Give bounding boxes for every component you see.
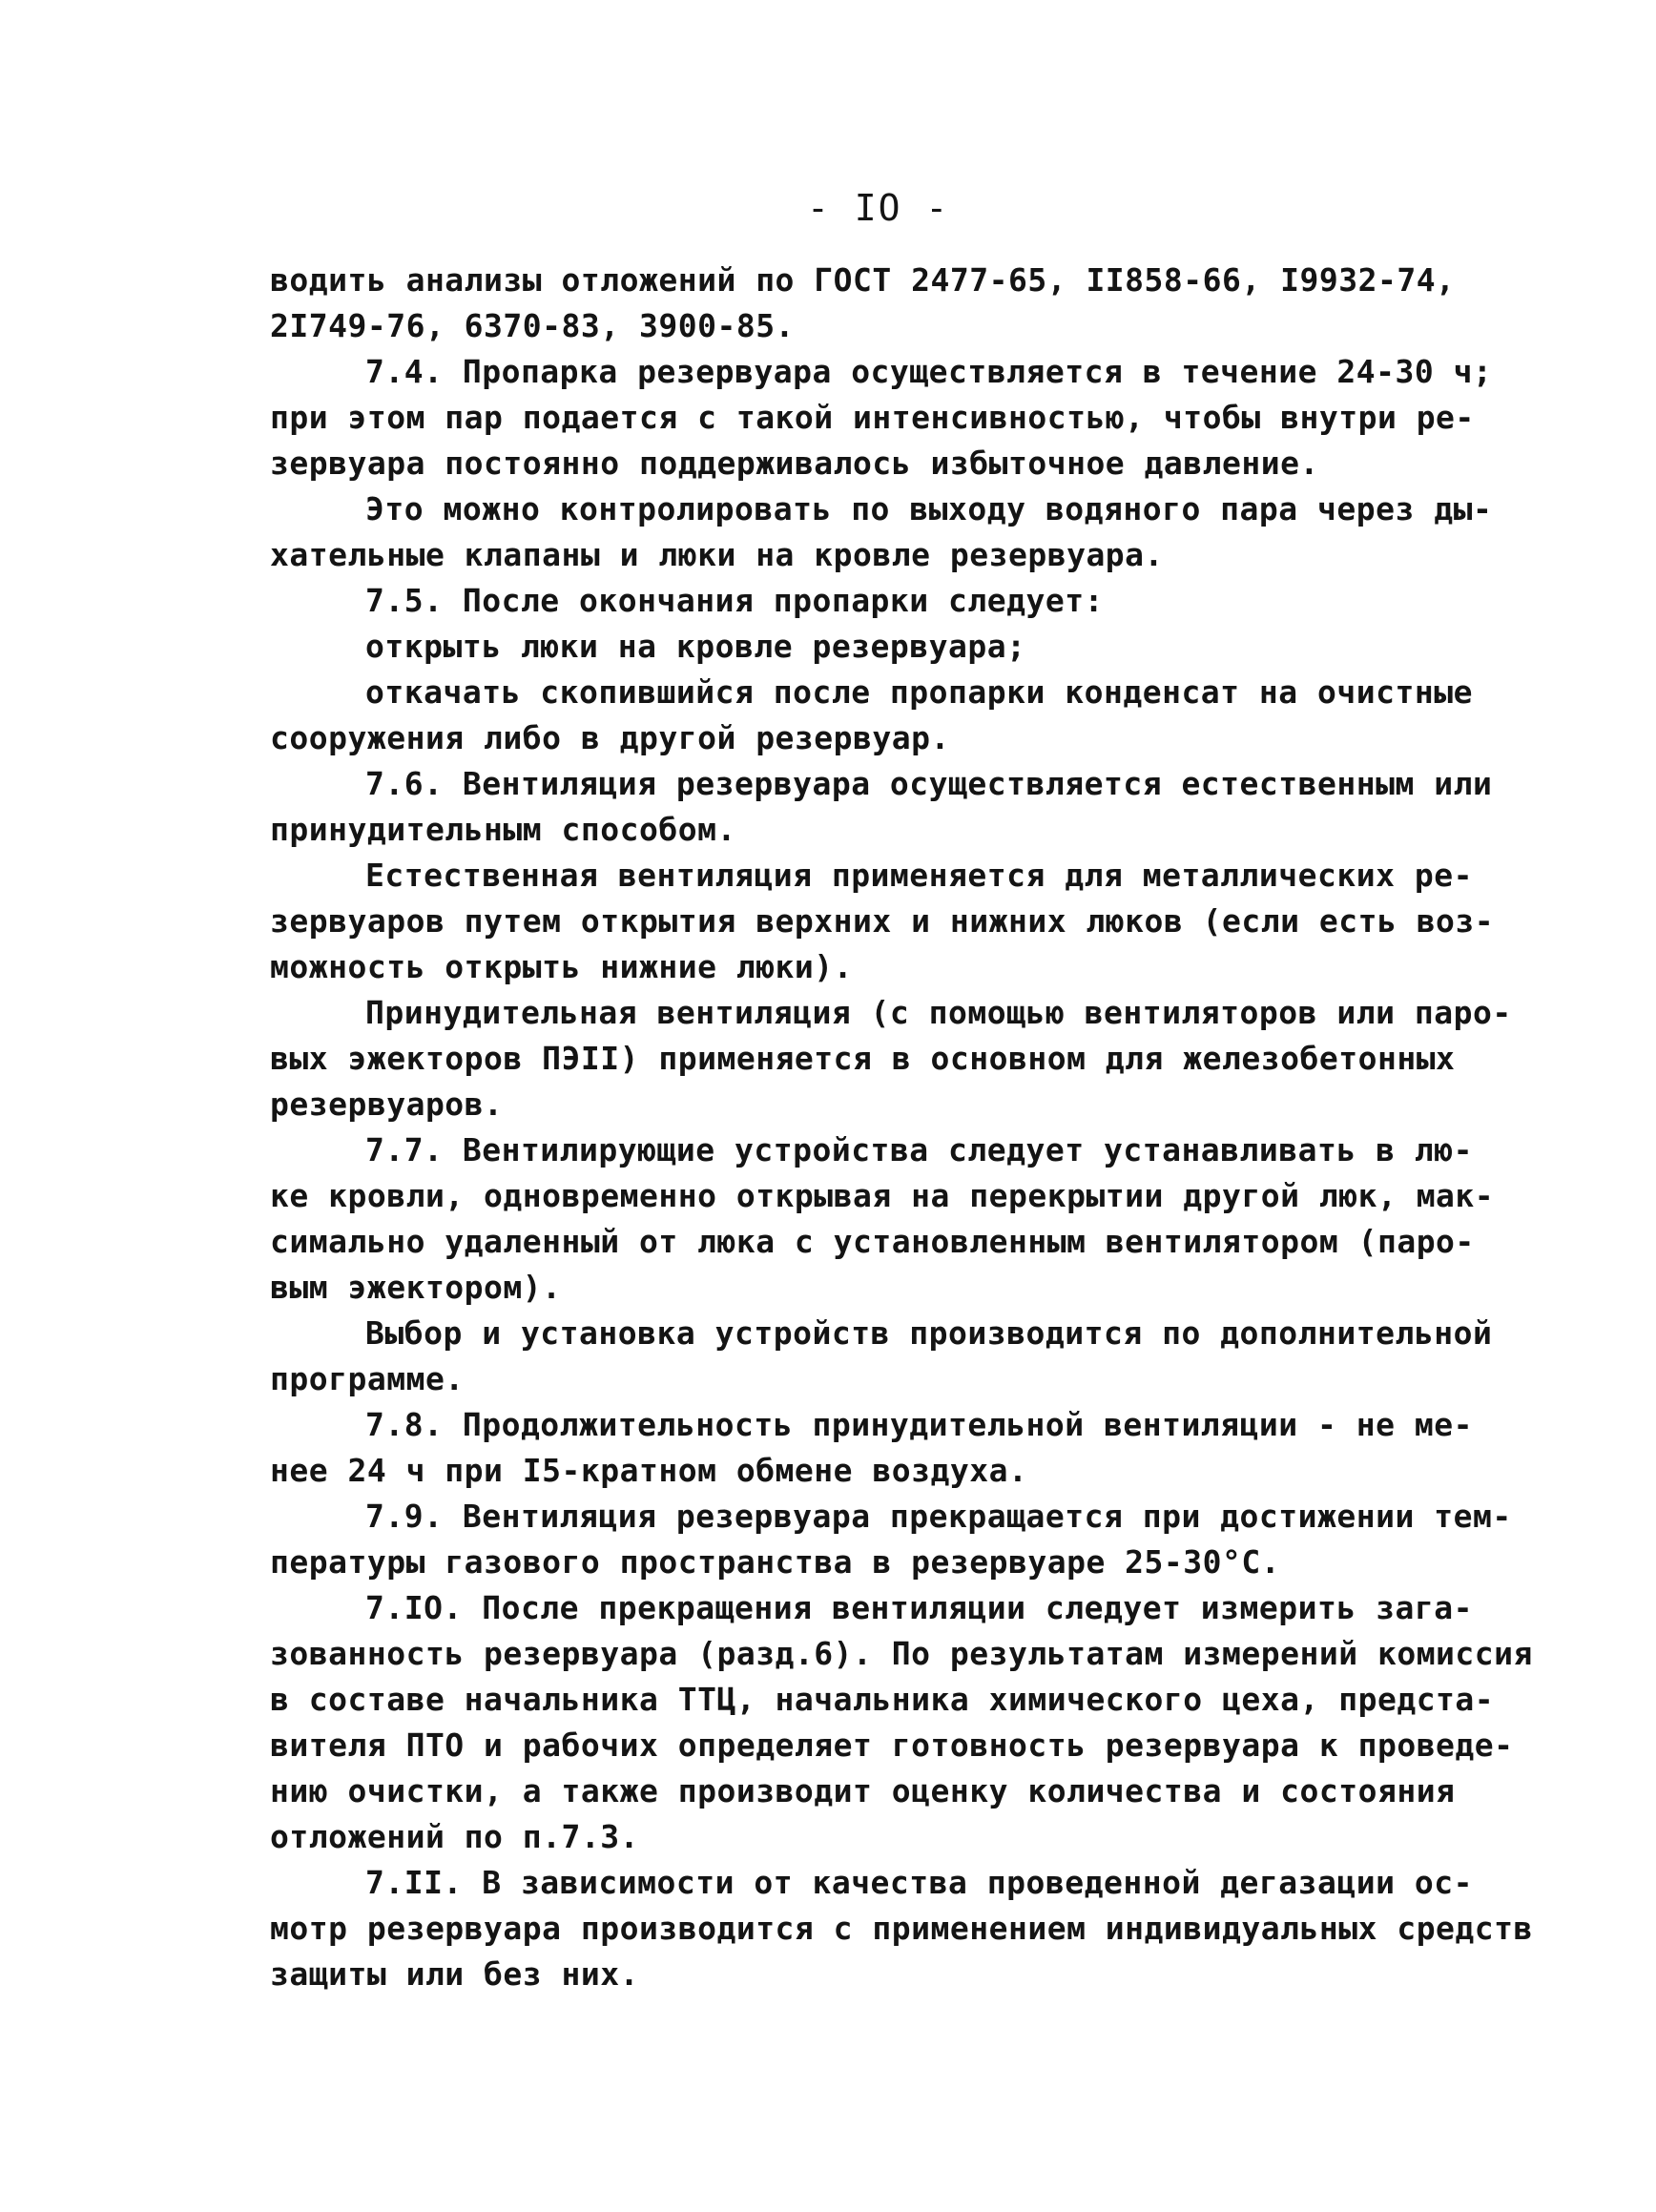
body-text bbox=[270, 258, 1533, 1997]
text-line: при этом пар подается с такой интенсивностью, чтобы внутри ре- bbox=[270, 399, 1475, 436]
text-line: 2I749-76, 6370-83, 3900-85. bbox=[270, 307, 795, 344]
text-line: нию очистки, а также производит оценку количества и состояния bbox=[270, 1772, 1456, 1809]
text-line: Принудительная вентиляция (с помощью вентиляторов или паро- bbox=[365, 994, 1512, 1031]
text-line: Это можно контролировать по выходу водяного пара через ды- bbox=[365, 490, 1493, 527]
text-line: зованность резервуара (разд.6). По результатам измерений комиссия bbox=[270, 1635, 1533, 1672]
text-line: отложений по п.7.3. bbox=[270, 1818, 639, 1855]
text-line: нее 24 ч при I5-кратном обмене воздуха. bbox=[270, 1452, 1028, 1489]
text-line: сооружения либо в другой резервуар. bbox=[270, 719, 950, 756]
text-line: 7.IO. После прекращения вентиляции следует измерить зага- bbox=[365, 1589, 1473, 1626]
text-line: можность открыть нижние люки). bbox=[270, 948, 854, 985]
text-line: 7.6. Вентиляция резервуара осуществляется естественным или bbox=[365, 765, 1493, 802]
text-line: симально удаленный от люка с установленным вентилятором (паро- bbox=[270, 1223, 1475, 1260]
text-line: защиты или без них. bbox=[270, 1955, 639, 1993]
text-line: зервуаров путем открытия верхних и нижних люков (если есть воз- bbox=[270, 902, 1495, 940]
text-line: 7.II. В зависимости от качества проведенной дегазации ос- bbox=[365, 1864, 1473, 1901]
text-line: вителя ПТО и рабочих определяет готовность резервуара к проведе- bbox=[270, 1726, 1514, 1764]
text-line: 7.8. Продолжительность принудительной вентиляции - не ме- bbox=[365, 1406, 1473, 1443]
text-line: откачать скопившийся после пропарки конденсат на очистные bbox=[365, 673, 1473, 711]
text-line: пературы газового пространства в резервуаре 25-30°С. bbox=[270, 1543, 1281, 1581]
text-line: вых эжекторов ПЭII) применяется в основном для железобетонных bbox=[270, 1040, 1456, 1077]
text-line: Естественная вентиляция применяется для металлических ре- bbox=[365, 857, 1473, 894]
text-line: мотр резервуара производится с применением индивидуальных средств bbox=[270, 1910, 1533, 1947]
text-line: программе. bbox=[270, 1360, 465, 1397]
text-line: Выбор и установка устройств производится по дополнительной bbox=[365, 1314, 1493, 1352]
text-line: в составе начальника ТТЦ, начальника химического цеха, предста- bbox=[270, 1681, 1495, 1718]
text-line: 7.4. Пропарка резервуара осуществляется в течение 24-30 ч; bbox=[365, 353, 1493, 390]
text-line: 7.5. После окончания пропарки следует: bbox=[365, 582, 1104, 619]
text-line: резервуаров. bbox=[270, 1085, 504, 1123]
text-line: зервуара постоянно поддерживалось избыточное давление. bbox=[270, 444, 1319, 482]
text-line: принудительным способом. bbox=[270, 811, 736, 848]
page-number: - IO - bbox=[807, 187, 950, 229]
text-line: 7.7. Вентилирующие устройства следует устанавливать в лю- bbox=[365, 1131, 1473, 1168]
text-line: 7.9. Вентиляция резервуара прекращается при достижении тем- bbox=[365, 1498, 1512, 1535]
text-line: хательные клапаны и люки на кровле резервуара. bbox=[270, 536, 1164, 573]
text-line: водить анализы отложений по ГОСТ 2477-65, II858-66, I9932-74, bbox=[270, 261, 1456, 299]
text-line: вым эжектором). bbox=[270, 1269, 562, 1306]
text-line: открыть люки на кровле резервуара; bbox=[365, 628, 1026, 665]
text-line: ке кровли, одновременно открывая на перекрытии другой люк, мак- bbox=[270, 1177, 1495, 1214]
